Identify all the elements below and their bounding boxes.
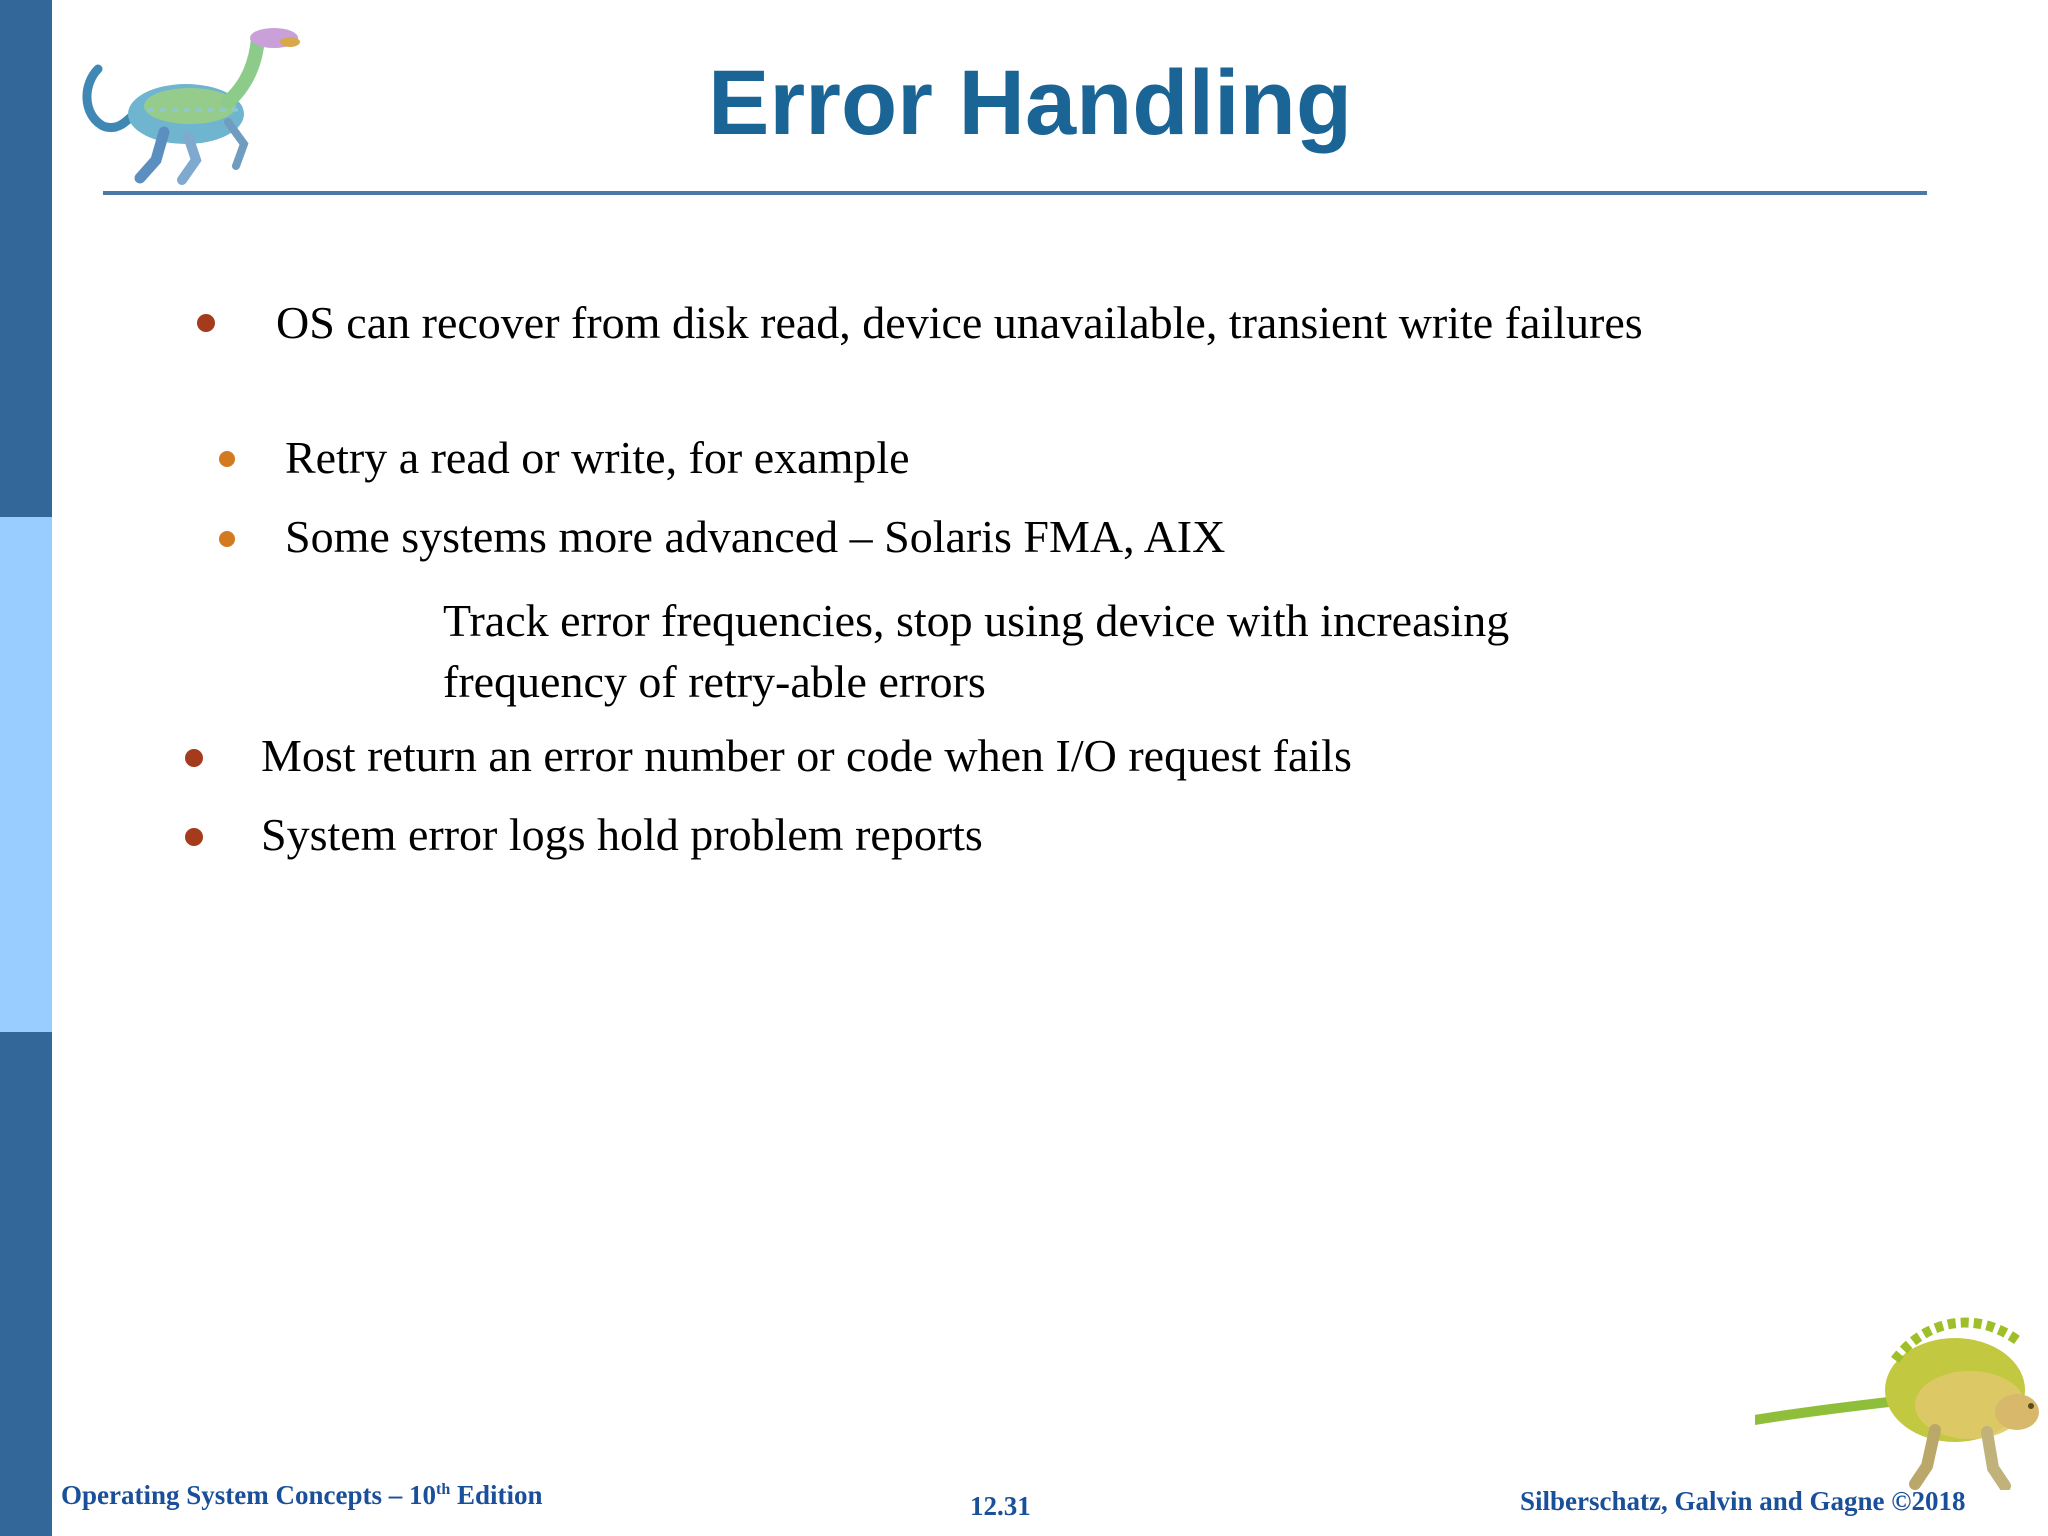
sub-bullet-item: Retry a read or write, for example bbox=[285, 432, 910, 483]
bullet-dot-icon bbox=[185, 749, 203, 767]
sub-bullet-item: Some systems more advanced – Solaris FMA, AIX bbox=[285, 511, 1226, 562]
sub-bullet-dot-icon bbox=[219, 531, 235, 547]
sub-sub-bullet-item: Track error frequencies, stop using device with increasing frequency of retry-able errors bbox=[443, 595, 1510, 707]
sidebar-band-bottom bbox=[0, 1032, 52, 1536]
footer-book-sup: th bbox=[435, 1481, 451, 1498]
sidebar-band-top bbox=[0, 0, 52, 517]
bullet-dot-icon bbox=[197, 314, 215, 332]
dinosaur-logo-icon bbox=[78, 14, 316, 190]
slide-title: Error Handling bbox=[707, 52, 1353, 154]
bullet-item: System error logs hold problem reports bbox=[261, 809, 983, 860]
footer-book-prefix: Operating System Concepts – 10 bbox=[61, 1480, 436, 1510]
dinosaur-logo-icon bbox=[1755, 1300, 2045, 1490]
footer-book-title bbox=[61, 1480, 543, 1511]
sub-bullet-dot-icon bbox=[219, 451, 235, 467]
bullet-dot-icon bbox=[185, 828, 203, 846]
sidebar-band-middle bbox=[0, 517, 52, 1032]
footer-book-suffix: Edition bbox=[450, 1480, 543, 1510]
bullet-item: OS can recover from disk read, device unavailable, transient write failures bbox=[276, 297, 1643, 348]
bullet-item: Most return an error number or code when I/O request fails bbox=[261, 730, 1352, 781]
footer-authors: Silberschatz, Galvin and Gagne ©2018 bbox=[1520, 1486, 1966, 1516]
footer-page-number: 12.31 bbox=[970, 1491, 1031, 1521]
title-divider bbox=[103, 191, 1927, 195]
